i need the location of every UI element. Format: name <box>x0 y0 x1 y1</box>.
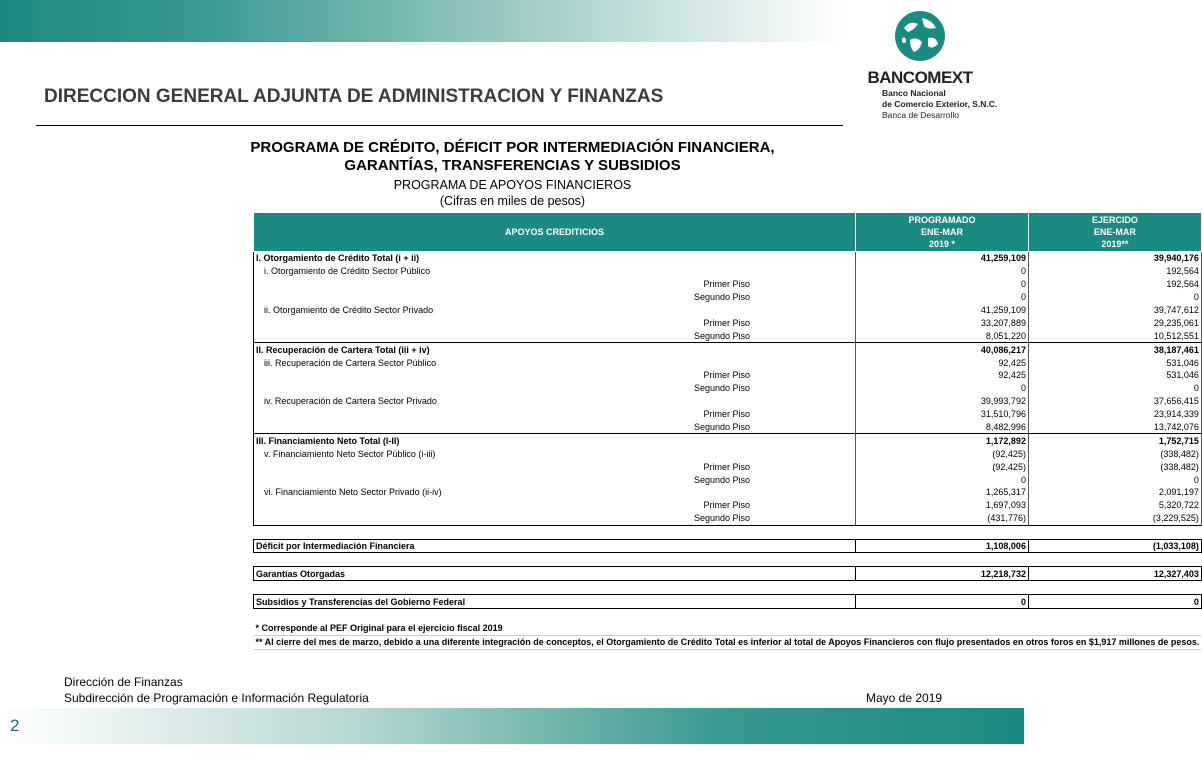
table-cell: 38,187,461 <box>1028 343 1201 356</box>
table-row <box>254 356 1202 369</box>
table-cell: 5,320,722 <box>1028 499 1201 512</box>
table-cell: 192,564 <box>1028 278 1201 291</box>
column-header <box>1028 213 1201 252</box>
table-cell: 13,742,076 <box>1028 421 1201 434</box>
report-subtitle: PROGRAMA DE APOYOS FINANCIEROS <box>393 178 632 192</box>
table-row <box>254 316 1202 329</box>
table-row <box>254 499 1202 512</box>
table-cell: 0 <box>856 382 1029 395</box>
apoyos-table <box>253 212 1202 650</box>
table-row <box>254 473 1202 486</box>
table-cell: iii. Recuperación de Cartera Sector Público <box>254 356 856 369</box>
column-header-line: 2019 * <box>928 239 955 249</box>
table-cell: 1,265,317 <box>856 486 1029 499</box>
table-cell: 192,564 <box>1028 265 1201 278</box>
bancomext-logo <box>860 10 998 125</box>
garantias-row <box>254 567 1202 581</box>
table-cell: Segundo Piso <box>254 512 856 525</box>
table-cell: 1,172,892 <box>856 434 1029 447</box>
column-header-line: PROGRAMADO <box>908 215 976 225</box>
table-cell: 0 <box>1028 595 1201 609</box>
footnote-row <box>254 622 1202 635</box>
table-row <box>254 512 1202 525</box>
page-title: DIRECCION GENERAL ADJUNTA DE ADMINISTRACION Y FINANZAS <box>44 86 664 107</box>
table-row <box>254 278 1202 291</box>
column-header-line: EJERCIDO <box>1091 215 1138 225</box>
table-cell: 8,482,996 <box>856 421 1029 434</box>
table-cell: 92,425 <box>856 369 1029 382</box>
table-cell: (431,776) <box>856 512 1029 525</box>
table-cell: Garantías Otorgadas <box>254 567 856 581</box>
table-cell: 0 <box>856 291 1029 304</box>
footnote: ** Al cierre del mes de marzo, debido a una diferente integración de conceptos, el Otorgamiento de Crédito Total es inferior al total de Apoyos Financieros con flujo presentados en otros foros en $1,917 millones de pesos. <box>255 637 1200 648</box>
table-cell: v. Financiamiento Neto Sector Público (i-iii) <box>254 447 856 460</box>
table-cell: 37,656,415 <box>1028 395 1201 408</box>
table-cell: II. Recuperación de Cartera Total (iii + iv) <box>254 343 856 356</box>
table-cell: Segundo Piso <box>254 329 856 342</box>
footer-date: Mayo de 2019 <box>866 691 943 705</box>
table-cell: ii. Otorgamiento de Crédito Sector Privado <box>254 304 856 317</box>
globe-icon <box>894 10 946 62</box>
table-cell: Segundo Piso <box>254 473 856 486</box>
table-cell: 39,993,792 <box>856 395 1029 408</box>
table-row <box>254 265 1202 278</box>
table-cell: i. Otorgamiento de Crédito Sector Público <box>254 265 856 278</box>
table-cell: Primer Piso <box>254 460 856 473</box>
table-cell: 0 <box>1028 291 1201 304</box>
spacer-row <box>254 581 1202 595</box>
brand-name: BANCOMEXT <box>867 68 973 87</box>
table-cell: Primer Piso <box>254 369 856 382</box>
table-cell: 41,259,109 <box>856 304 1029 317</box>
table-cell: (92,425) <box>856 447 1029 460</box>
table-cell: 12,327,403 <box>1028 567 1201 581</box>
table-cell: 23,914,339 <box>1028 408 1201 421</box>
table-cell: (1,033,108) <box>1028 539 1201 553</box>
footer-subdepartment: Subdirección de Programación e Información Regulatoria <box>64 691 369 705</box>
footer-band <box>0 708 1024 744</box>
table-row <box>254 304 1202 317</box>
table-cell: (338,482) <box>1028 447 1201 460</box>
table-cell: 92,425 <box>856 356 1029 369</box>
report-title: GARANTÍAS, TRANSFERENCIAS Y SUBSIDIOS <box>344 157 681 174</box>
table-cell: Primer Piso <box>254 499 856 512</box>
table-cell: 1,108,006 <box>856 539 1029 553</box>
table-row <box>254 486 1202 499</box>
table-cell: 0 <box>1028 382 1201 395</box>
table-cell: I. Otorgamiento de Crédito Total (i + ii) <box>254 252 856 265</box>
table-cell: 1,752,715 <box>1028 434 1201 447</box>
report-title: PROGRAMA DE CRÉDITO, DÉFICIT POR INTERMEDIACIÓN FINANCIERA, <box>250 139 775 156</box>
table-row <box>254 447 1202 460</box>
header-band <box>0 0 845 42</box>
table-cell: 0 <box>856 265 1029 278</box>
table-cell: 10,512,551 <box>1028 329 1201 342</box>
table-row <box>254 252 1202 265</box>
table-row <box>254 460 1202 473</box>
table-row <box>254 343 1202 356</box>
subsidios-row <box>254 595 1202 609</box>
table-cell: 39,940,176 <box>1028 252 1201 265</box>
footnote-row <box>254 635 1202 649</box>
column-header-line: 2019** <box>1101 239 1129 249</box>
table-cell: Primer Piso <box>254 316 856 329</box>
table-cell: III. Financiamiento Neto Total (I-II) <box>254 434 856 447</box>
table-cell: (338,482) <box>1028 460 1201 473</box>
table-cell: 40,086,217 <box>856 343 1029 356</box>
table-cell: (92,425) <box>856 460 1029 473</box>
table-cell: 1,697,093 <box>856 499 1029 512</box>
spacer-row <box>254 553 1202 567</box>
table-cell: Déficit por Intermediación Financiera <box>254 539 856 553</box>
table-row <box>254 382 1202 395</box>
divider <box>36 125 843 126</box>
table-cell: 0 <box>856 278 1029 291</box>
table-row <box>254 408 1202 421</box>
table-row <box>254 329 1202 342</box>
table-row <box>254 291 1202 304</box>
table-cell: 39,747,612 <box>1028 304 1201 317</box>
table-cell: 12,218,732 <box>856 567 1029 581</box>
column-header <box>856 213 1029 252</box>
table-cell: 8,051,220 <box>856 329 1029 342</box>
table-cell: Segundo Piso <box>254 382 856 395</box>
table-cell: iv. Recuperación de Cartera Sector Privado <box>254 395 856 408</box>
deficit-row <box>254 539 1202 553</box>
table-row <box>254 434 1202 447</box>
column-header: APOYOS CREDITICIOS <box>254 213 856 252</box>
footer-department: Dirección de Finanzas <box>64 675 183 689</box>
table-cell: Primer Piso <box>254 408 856 421</box>
table-cell: 29,235,061 <box>1028 316 1201 329</box>
table-cell: Segundo Piso <box>254 421 856 434</box>
column-header-line: ENE-MAR <box>920 227 963 237</box>
table-cell: 2,091,197 <box>1028 486 1201 499</box>
table-cell: (3,229,525) <box>1028 512 1201 525</box>
table-cell: 531,046 <box>1028 369 1201 382</box>
column-header-line: ENE-MAR <box>1093 227 1136 237</box>
table-cell: 31,510,796 <box>856 408 1029 421</box>
table-cell: 0 <box>1028 473 1201 486</box>
table-cell: 41,259,109 <box>856 252 1029 265</box>
table-row <box>254 369 1202 382</box>
report-units: (Cifras en miles de pesos) <box>439 194 586 208</box>
table-cell: 0 <box>856 595 1029 609</box>
table-cell: Subsidios y Transferencias del Gobierno Federal <box>254 595 856 609</box>
table-cell: Segundo Piso <box>254 291 856 304</box>
table-cell: 33,207,889 <box>856 316 1029 329</box>
brand-subtitle: de Comercio Exterior, S.N.C. <box>882 99 998 109</box>
spacer-row <box>254 525 1202 539</box>
table-cell: 531,046 <box>1028 356 1201 369</box>
spacer-row <box>254 609 1202 622</box>
page-number: 2 <box>10 716 20 735</box>
footnote: * Corresponde al PEF Original para el ejercicio fiscal 2019 <box>255 623 503 634</box>
table-header <box>254 213 1202 252</box>
table-cell: vi. Financiamiento Neto Sector Privado (ii-iv) <box>254 486 856 499</box>
table-row <box>254 395 1202 408</box>
table-cell: Primer Piso <box>254 278 856 291</box>
brand-subtitle: Banco Nacional <box>882 88 946 98</box>
table-row <box>254 421 1202 434</box>
table-cell: 0 <box>856 473 1029 486</box>
brand-tagline: Banca de Desarrollo <box>882 110 960 120</box>
